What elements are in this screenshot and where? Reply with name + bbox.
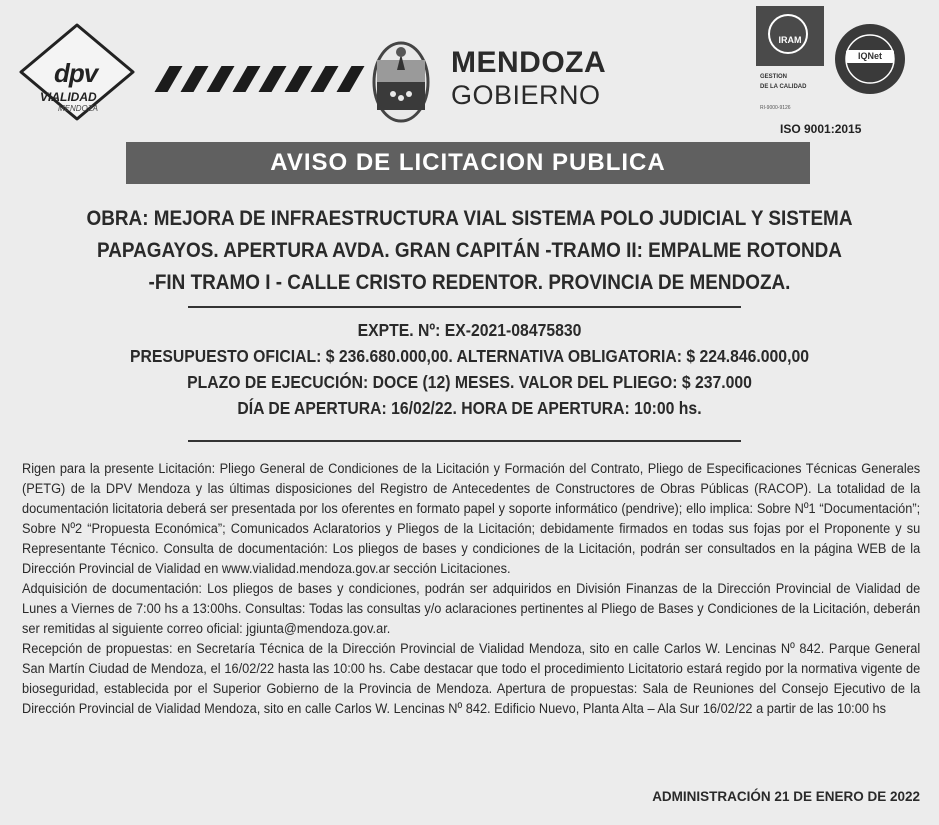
dpv-vialidad-logo bbox=[18, 22, 136, 122]
official-budget: PRESUPUESTO OFICIAL: $ 236.680.000,00. ALTERNATIVA OBLIGATORIA: $ 224.846.000,00 bbox=[130, 346, 809, 366]
iram-logo bbox=[756, 6, 824, 66]
dpv-mark: dpv bbox=[54, 58, 98, 88]
execution-term: PLAZO DE EJECUCIÓN: DOCE (12) MESES. VALOR DEL PLIEGO: $ 237.000 bbox=[187, 372, 752, 392]
notice-banner bbox=[126, 142, 810, 184]
header bbox=[0, 0, 939, 140]
key-facts bbox=[60, 317, 880, 421]
dpv-subtitle: MENDOZA bbox=[58, 104, 98, 113]
divider-top bbox=[188, 306, 741, 308]
administration-date: ADMINISTRACIÓN 21 DE ENERO DE 2022 bbox=[652, 789, 920, 804]
dpv-title: VIALIDAD bbox=[40, 90, 97, 104]
obra-line: OBRA: MEJORA DE INFRAESTRUCTURA VIAL SISTEMA POLO JUDICIAL Y SISTEMA bbox=[86, 206, 853, 230]
iram-label: IRAM bbox=[778, 35, 802, 45]
iram-circle-icon bbox=[768, 14, 808, 54]
divider-bottom bbox=[188, 440, 741, 442]
body-paragraph: Rigen para la presente Licitación: Pliego General de Condiciones de la Licitación y Formación del Contrato, Pliego de Especificaciones Técnicas Generales (PETG) de la DPV Mendoza y las últimas disposiciones del Registro de Antecedentes de Constructores de Obras Públicas (RACOP). La totalidad de la documentación licitatoria deberá ser presentada por los oferentes en formato papel y soporte informático (pendrive); ello implica: Sobre Nº1 “Documentación”; Sobre Nº2 “Propuesta Económica”; Comunicados Aclaratorios y Pliegos de la Licitación; debidamente firmados en todas sus fojas por el Proponente y su Representante Técnico. Consulta de documentación: Los pliegos de bases y condiciones de la Licitación, podrán ser consultados en la página WEB de la Dirección Provincial de Vialidad en www.vialidad.mendoza.gov.ar sección Licitaciones. bbox=[22, 461, 921, 577]
gov-name: MENDOZA bbox=[451, 46, 607, 79]
obra-line: -FIN TRAMO I - CALLE CRISTO REDENTOR. PROVINCIA DE MENDOZA. bbox=[148, 270, 791, 294]
iqnet-label: IQNet bbox=[846, 50, 894, 63]
obra-line: PAPAGAYOS. APERTURA AVDA. GRAN CAPITÁN -TRAMO II: EMPALME ROTONDA bbox=[97, 238, 842, 262]
decorative-stripes bbox=[158, 66, 366, 92]
mendoza-shield-icon bbox=[371, 40, 431, 124]
expte-number: EXPTE. Nº: EX-2021-08475830 bbox=[357, 320, 582, 340]
cert-code: RI-9000-9126 bbox=[760, 105, 791, 111]
body-paragraph: Adquisición de documentación: Los pliegos de bases y condiciones, podrán ser adquiridos en División Finanzas de la Dirección Provincial de Vialidad de Lunes a Viernes de 7:00 hs a 13:00hs. Consultas: Todas las consultas y/o aclaraciones pertinentes al Pliego de Bases y Condiciones de la Licitación, deberán ser remitidas al siguiente correo oficial: jgiunta@mendoza.gov.ar. bbox=[22, 581, 921, 637]
body-text bbox=[22, 459, 920, 719]
opening-date: DÍA DE APERTURA: 16/02/22. HORA DE APERTURA: 10:00 hs. bbox=[237, 398, 702, 418]
obra-title bbox=[69, 202, 871, 298]
iqnet-certified-logo bbox=[833, 22, 907, 96]
banner-title: AVISO DE LICITACION PUBLICA bbox=[270, 149, 666, 176]
cert-line-2: DE LA CALIDAD bbox=[760, 84, 807, 90]
iso-certification: ISO 9001:2015 bbox=[780, 122, 862, 136]
cert-line-1: GESTION bbox=[760, 74, 788, 80]
gov-subtitle: GOBIERNO bbox=[451, 80, 601, 110]
body-paragraph: Recepción de propuestas: en Secretaría Técnica de la Dirección Provincial de Vialidad Mendoza, sito en calle Carlos W. Lencinas Nº 842. Parque General San Martín Ciudad de Mendoza, el 16/02/22 hasta las 10:00 hs. Cabe destacar que todo el procedimiento Licitatorio estará regido por la normativa vigente de bioseguridad, establecida por el Superior Gobierno de la Provincia de Mendoza. Apertura de propuestas: Sala de Reuniones del Consejo Ejecutivo de la Dirección Provincial de Vialidad Mendoza, sito en calle Carlos W. Lencinas Nº 842. Edificio Nuevo, Planta Alta – Ala Sur 16/02/22 a partir de las 10:00 hs bbox=[22, 641, 921, 717]
